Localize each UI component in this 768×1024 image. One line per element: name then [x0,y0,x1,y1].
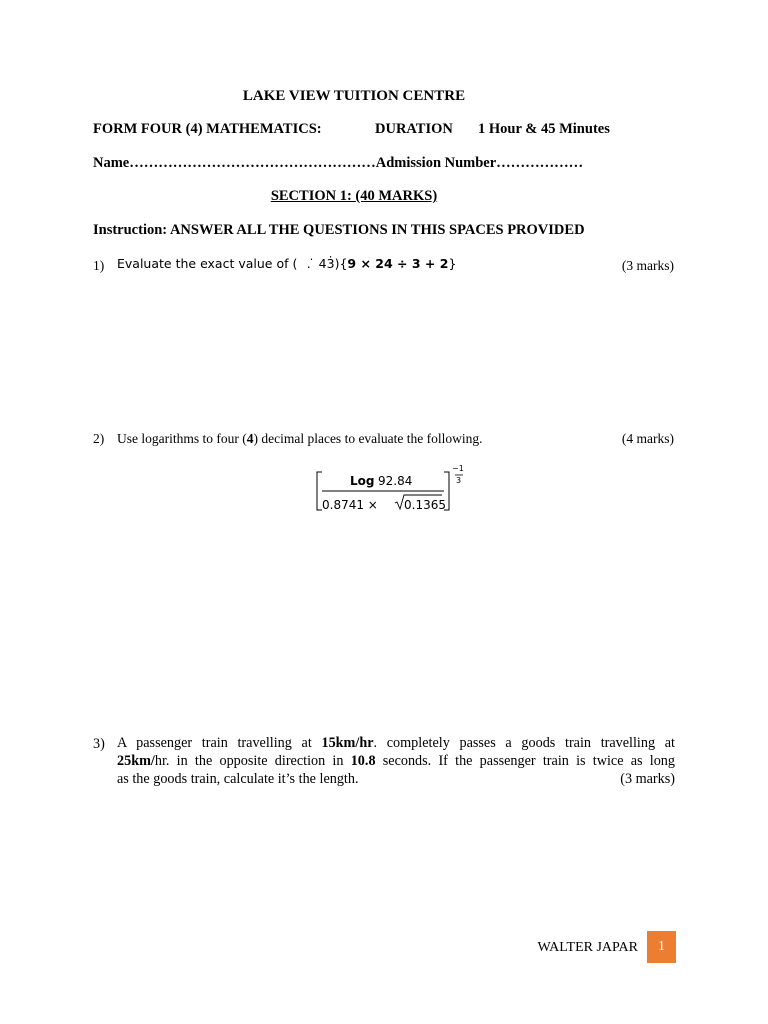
duration-label: DURATION [375,121,453,137]
question-2-text-a: Use logarithms to four ( [117,431,247,446]
section-title: SECTION 1: (40 MARKS) [270,188,438,204]
logarithm-formula [314,462,484,526]
q3-p6: 10.8 [350,753,376,769]
formula-denominator: 0.8741 × [322,498,378,512]
formula-root-value: 0.1365 [404,498,446,512]
question-1-prompt: Evaluate the exact value of ( [117,256,298,271]
question-3-line-2 [117,752,675,770]
question-1-marks: (3 marks) [621,258,674,273]
q3-p2: 15km/hr [321,735,374,751]
question-2-marks: (4 marks) [621,431,674,446]
formula-exp-den: 3 [456,476,462,485]
instruction [93,222,585,239]
instruction-label: Instruction: [93,222,168,238]
question-2-text-c: ) decimal places to evaluate the following. [253,431,483,446]
footer-author: WALTER JAPAR [537,940,638,955]
q3-p5: hr. in the opposite direction in [154,753,351,769]
question-2-text [117,431,483,447]
q3-p1: A passenger train travelling at [117,735,322,751]
q3-p7: seconds. If the passenger train is twice as long [375,753,675,769]
q3-p4: 25km/ [117,753,155,769]
q3-p3: . completely passes a goods train travelling at [373,735,675,751]
school-title: LAKE VIEW TUITION CENTRE [242,88,466,104]
question-2-number: 2) [93,431,105,446]
formula-exp-num: −1 [452,464,464,473]
question-3-number: 3) [93,736,105,752]
formula-log: Log [350,474,375,488]
question-3-line-1 [117,734,675,752]
question-3-marks: (3 marks) [620,771,675,787]
question-3-text [117,734,675,788]
duration-value: 1 Hour & 45 Minutes [478,121,610,137]
question-2-text-b: 4 [246,431,254,446]
question-1-number: 1) [93,258,105,273]
question-1-expr-c: 9 × 24 ÷ 3 + 2 [347,256,449,271]
question-1-expr-b: ){ [334,256,348,271]
instruction-text: ANSWER ALL THE QUESTIONS IN THIS SPACES PROVIDED [169,222,585,238]
question-3-line-3 [117,770,675,788]
question-1-expr-a: . ̇ 43̇ [306,256,335,271]
name-admission-line: Name……………………………………………Admission Number……………… [93,155,584,171]
q3-p8: as the goods train, calculate it’s the length. [117,771,359,787]
form-subject: FORM FOUR (4) MATHEMATICS: [93,121,322,137]
question-1-text [117,256,456,272]
question-1-expr-d: } [448,256,457,271]
formula-numerator-value: 92.84 [378,474,413,488]
page-number: 1 [647,931,676,963]
